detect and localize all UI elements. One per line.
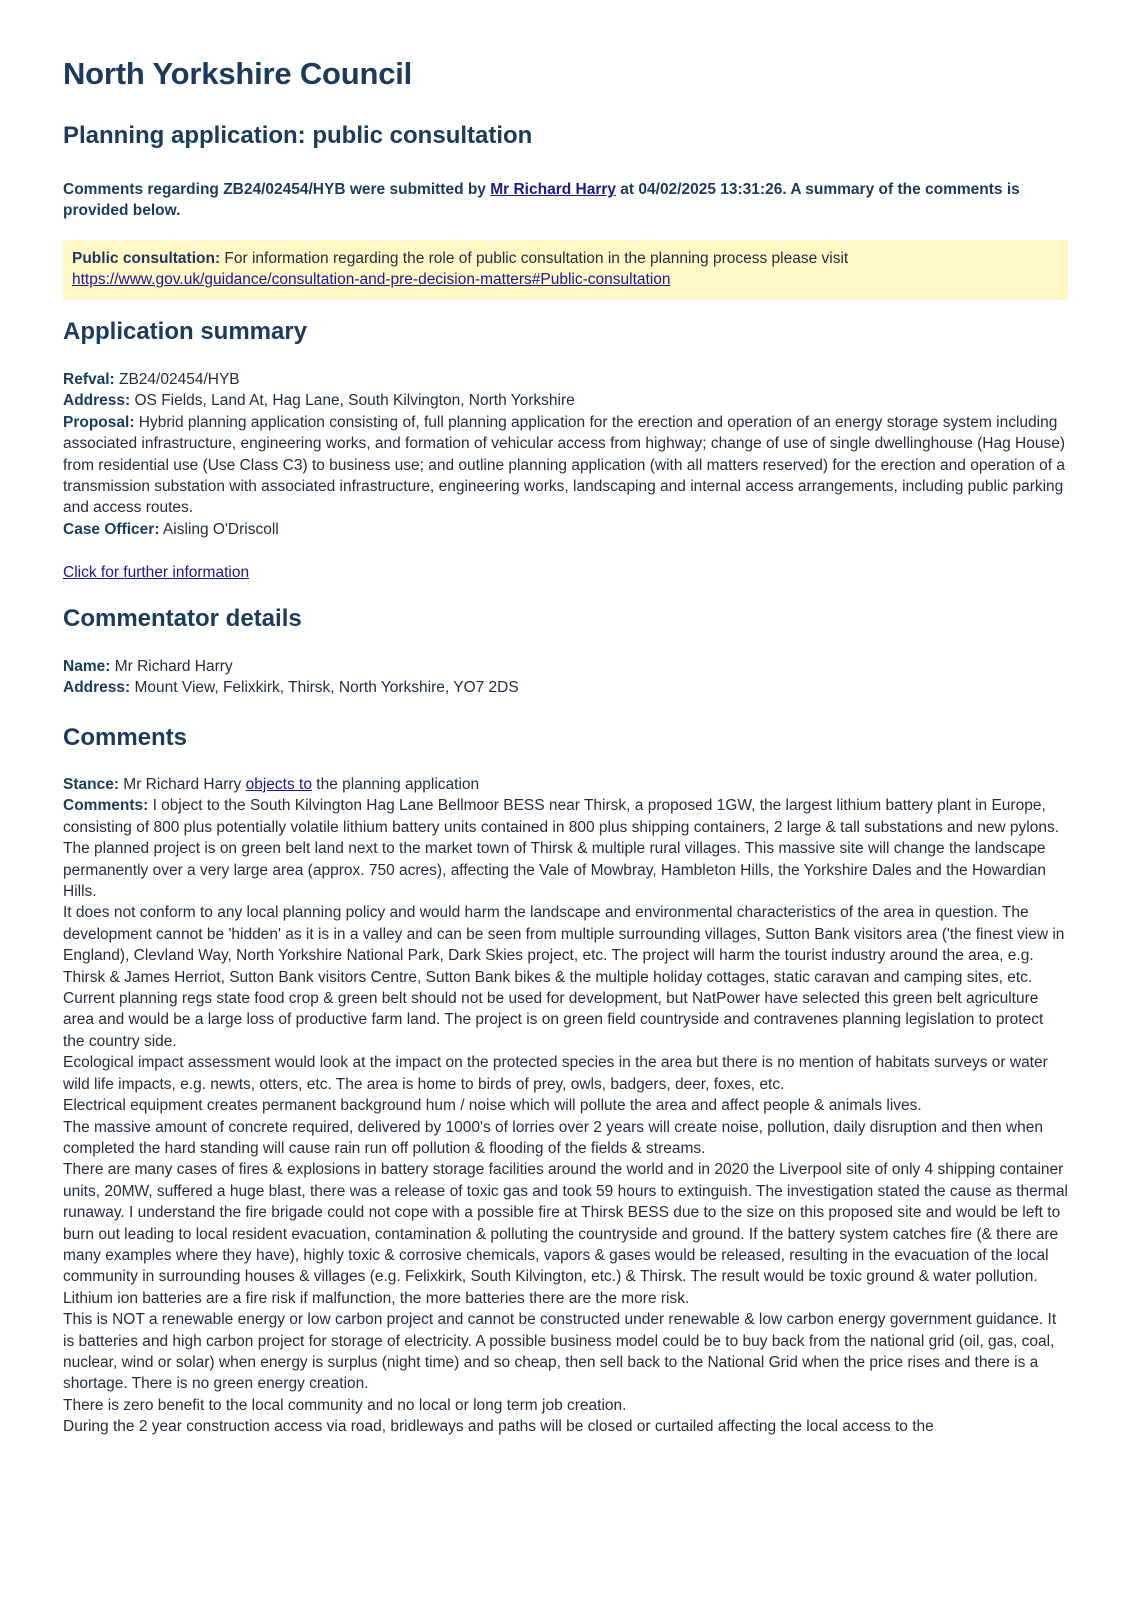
- comment-paragraph: The massive amount of concrete required, delivered by 1000's of lorries over 2 years will create noise, pollution, daily disruption and then when completed the hard standing will cause rain run off pollution & flooding of the fields & streams.: [63, 1118, 1043, 1157]
- application-summary-heading: Application summary: [63, 318, 308, 345]
- name-value: Mr Richard Harry: [110, 658, 233, 675]
- case-officer-value: Aisling O'Driscoll: [159, 520, 279, 538]
- comment-paragraph: Lithium ion batteries are a fire risk if malfunction, the more batteries there are the more risk.: [63, 1289, 690, 1307]
- comments-body: [63, 774, 1068, 1438]
- proposal-value: Hybrid planning application consisting of, full planning application for the erection and operation of an energy storage system including associated infrastructure, engineering works, and formation of vehicular access from highway; change of use of single dwellinghouse (Hag House) from residential use (Use Class C3) to business use; and outline planning application (with all matters reserved) for the erection and operation of a transmission substation with associated infrastructure, engineering works, landscaping and internal access arrangements, including public parking and access routes.: [63, 413, 1066, 517]
- further-information-link[interactable]: Click for further information: [63, 564, 250, 581]
- stance-pre: Mr Richard Harry: [119, 776, 246, 793]
- address-label: Address:: [63, 392, 131, 410]
- stance-link[interactable]: objects to: [245, 776, 312, 793]
- comment-first: [63, 795, 1068, 838]
- comment-paragraph: There are many cases of fires & explosions in battery storage facilities around the world and in 2020 the Liverpool site of only 4 shipping container units, 20MW, suffered a huge blast, there was a release of toxic gas and took 59 hours to extinguish. The investigation stated the cause as thermal runaway. I understand the fire brigade could not cope with a possible fire at Thirsk BESS due to the size on this proposed site and would be left to burn out leading to local resident evacuation, contamination & polluting the countryside and ground. If the battery system catches fire (& there are many examples where they have), highly toxic & corrosive chemicals, vapors & gases would be released, resulting in the evacuation of the local community in surrounding houses & villages (e.g. Felixkirk, South Kilvington, etc.) & Thirsk. The result would be toxic ground & water pollution.: [63, 1161, 1068, 1286]
- stance-line: [63, 774, 1068, 795]
- commentator-heading: Commentator details: [63, 605, 302, 632]
- page-subtitle: Planning application: public consultation: [63, 122, 533, 149]
- name-label: Name:: [63, 658, 111, 675]
- intro-pre: Comments regarding ZB24/02454/HYB were submitted by: [63, 181, 491, 198]
- address-value: OS Fields, Land At, Hag Lane, South Kilvington, North Yorkshire: [130, 392, 575, 410]
- notice-text: For information regarding the role of public consultation in the planning process please visit: [220, 250, 849, 267]
- notice-label: Public consultation:: [72, 250, 221, 267]
- comment-paragraph: It does not conform to any local planning policy and would harm the landscape and environmental characteristics of the area in question. The development cannot be 'hidden' as it is in a valley and can be seen from multiple surrounding villages, Sutton Bank visitors area ('the finest view in England), Clevland Way, North Yorkshire National Park, Dark Skies project, etc. The project will harm the tourist industry around the area, e.g. Thirsk & James Herriot, Sutton Bank visitors Centre, Sutton Bank bikes & the multiple holiday cottages, static caravan and camping sites, etc.: [63, 904, 1065, 986]
- intro-text: [63, 179, 1068, 222]
- comment-first-text: I object to the South Kilvington Hag Lane Bellmoor BESS near Thirsk, a proposed 1GW, the largest lithium battery plant in Europe, consisting of 800 plus potentially volatile lithium battery units contained in 800 plus shipping containers, 2 large & tall substations and new pylons.: [63, 797, 1060, 836]
- intro-post: at 04/02/2025 13:31:26. A summary of the comments is provided below.: [63, 181, 1020, 220]
- refval-value: ZB24/02454/HYB: [114, 371, 240, 388]
- consultation-link[interactable]: https://www.gov.uk/guidance/consultation-and-pre-decision-matters#Public-consultation: [72, 271, 671, 289]
- case-officer-label: Case Officer:: [63, 520, 160, 538]
- commentator-details: [63, 656, 1068, 699]
- application-summary: [63, 369, 1068, 540]
- consultation-notice: [63, 240, 1068, 300]
- comment-paragraph: Electrical equipment creates permanent background hum / noise which will pollute the area and affect people & animals lives.: [63, 1097, 922, 1115]
- comment-paragraph: The planned project is on green belt land next to the market town of Thirsk & multiple rural villages. This massive site will change the landscape permanently over a very large area (approx. 750 acres), affecting the Vale of Mowbray, Hambleton Hills, the Yorkshire Dales and the Howardian Hills.: [63, 840, 1047, 901]
- stance-post: the planning application: [311, 776, 480, 793]
- comment-paragraph: Ecological impact assessment would look at the impact on the protected species in the area but there is no mention of habitats surveys or water wild life impacts, e.g. newts, otters, etc. The area is home to birds of prey, owls, badgers, deer, foxes, etc.: [63, 1054, 1048, 1093]
- comments-heading: Comments: [63, 724, 188, 751]
- comment-paragraph: There is zero benefit to the local community and no local or long term job creation.: [63, 1396, 627, 1414]
- comment-paragraph: This is NOT a renewable energy or low carbon project and cannot be constructed under renewable & low carbon energy government guidance. It is batteries and high carbon project for storage of electricity. A possible business model could be to buy back from the national grid (oil, gas, coal, nuclear, wind or solar) when energy is surplus (night time) and so cheap, then sell back to the National Grid when the price rises and there is a shortage. There is no green energy creation.: [63, 1311, 1057, 1393]
- council-title: North Yorkshire Council: [63, 56, 413, 91]
- further-info-line: [63, 562, 1068, 583]
- stance-label: Stance:: [63, 776, 119, 793]
- comments-label: Comments:: [63, 797, 149, 815]
- submitter-link[interactable]: Mr Richard Harry: [490, 181, 616, 198]
- comment-paragraph: Current planning regs state food crop & green belt should not be used for development, but NatPower have selected this green belt agriculture area and would be a large loss of productive farm land. The project is on green field countryside and contravenes planning legislation to protect the country side.: [63, 990, 1044, 1050]
- commentator-address-label: Address:: [63, 679, 131, 697]
- refval-label: Refval:: [63, 371, 115, 388]
- commentator-address-value: Mount View, Felixkirk, Thirsk, North Yorkshire, YO7 2DS: [130, 679, 519, 697]
- proposal-label: Proposal:: [63, 413, 135, 431]
- comment-paragraph: During the 2 year construction access via road, bridleways and paths will be closed or curtailed affecting the local access to the: [63, 1418, 934, 1436]
